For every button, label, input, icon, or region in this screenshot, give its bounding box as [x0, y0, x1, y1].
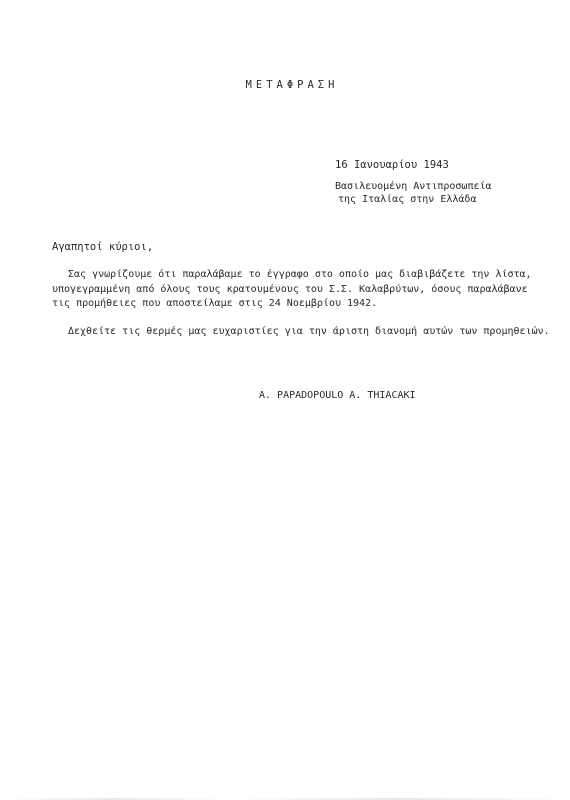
paragraph-1-line-1: Σας γνωρίζουμε ότι παραλάβαμε το έγγραφο στο οποίο μας διαβιβάζετε την λίστα, — [68, 269, 532, 280]
recipient-line-1: Βασιλευομένη Αντιπροσωπεία — [335, 181, 492, 192]
recipient-block — [335, 180, 492, 206]
body-paragraph-1 — [52, 268, 532, 312]
recipient-line-2: της Ιταλίας στην Ελλάδα — [338, 194, 477, 205]
signature-line: A. PAPADOPOULO A. THIACAKI — [259, 390, 416, 401]
body-paragraph-2: Δεχθείτε τις θερμές μας ευχαριστίες για την άριστη διανομή αυτών των προμηθειών. — [68, 326, 550, 337]
paragraph-1-line-2: υπογεγραμμένη από όλους τους κρατουμένους του Σ.Σ. Καλαβρύτων, όσους παραλάβανε — [52, 283, 528, 295]
paragraph-1-line-3: τις προμήθειες που αποστείλαμε στις 24 Νοεμβρίου 1942. — [52, 298, 378, 309]
document-title: ΜΕΤΑΦΡΑΣΗ — [245, 79, 339, 91]
letter-date: 16 Ιανουαρίου 1943 — [335, 159, 449, 171]
salutation: Αγαπητοί κύριοι, — [52, 241, 154, 253]
